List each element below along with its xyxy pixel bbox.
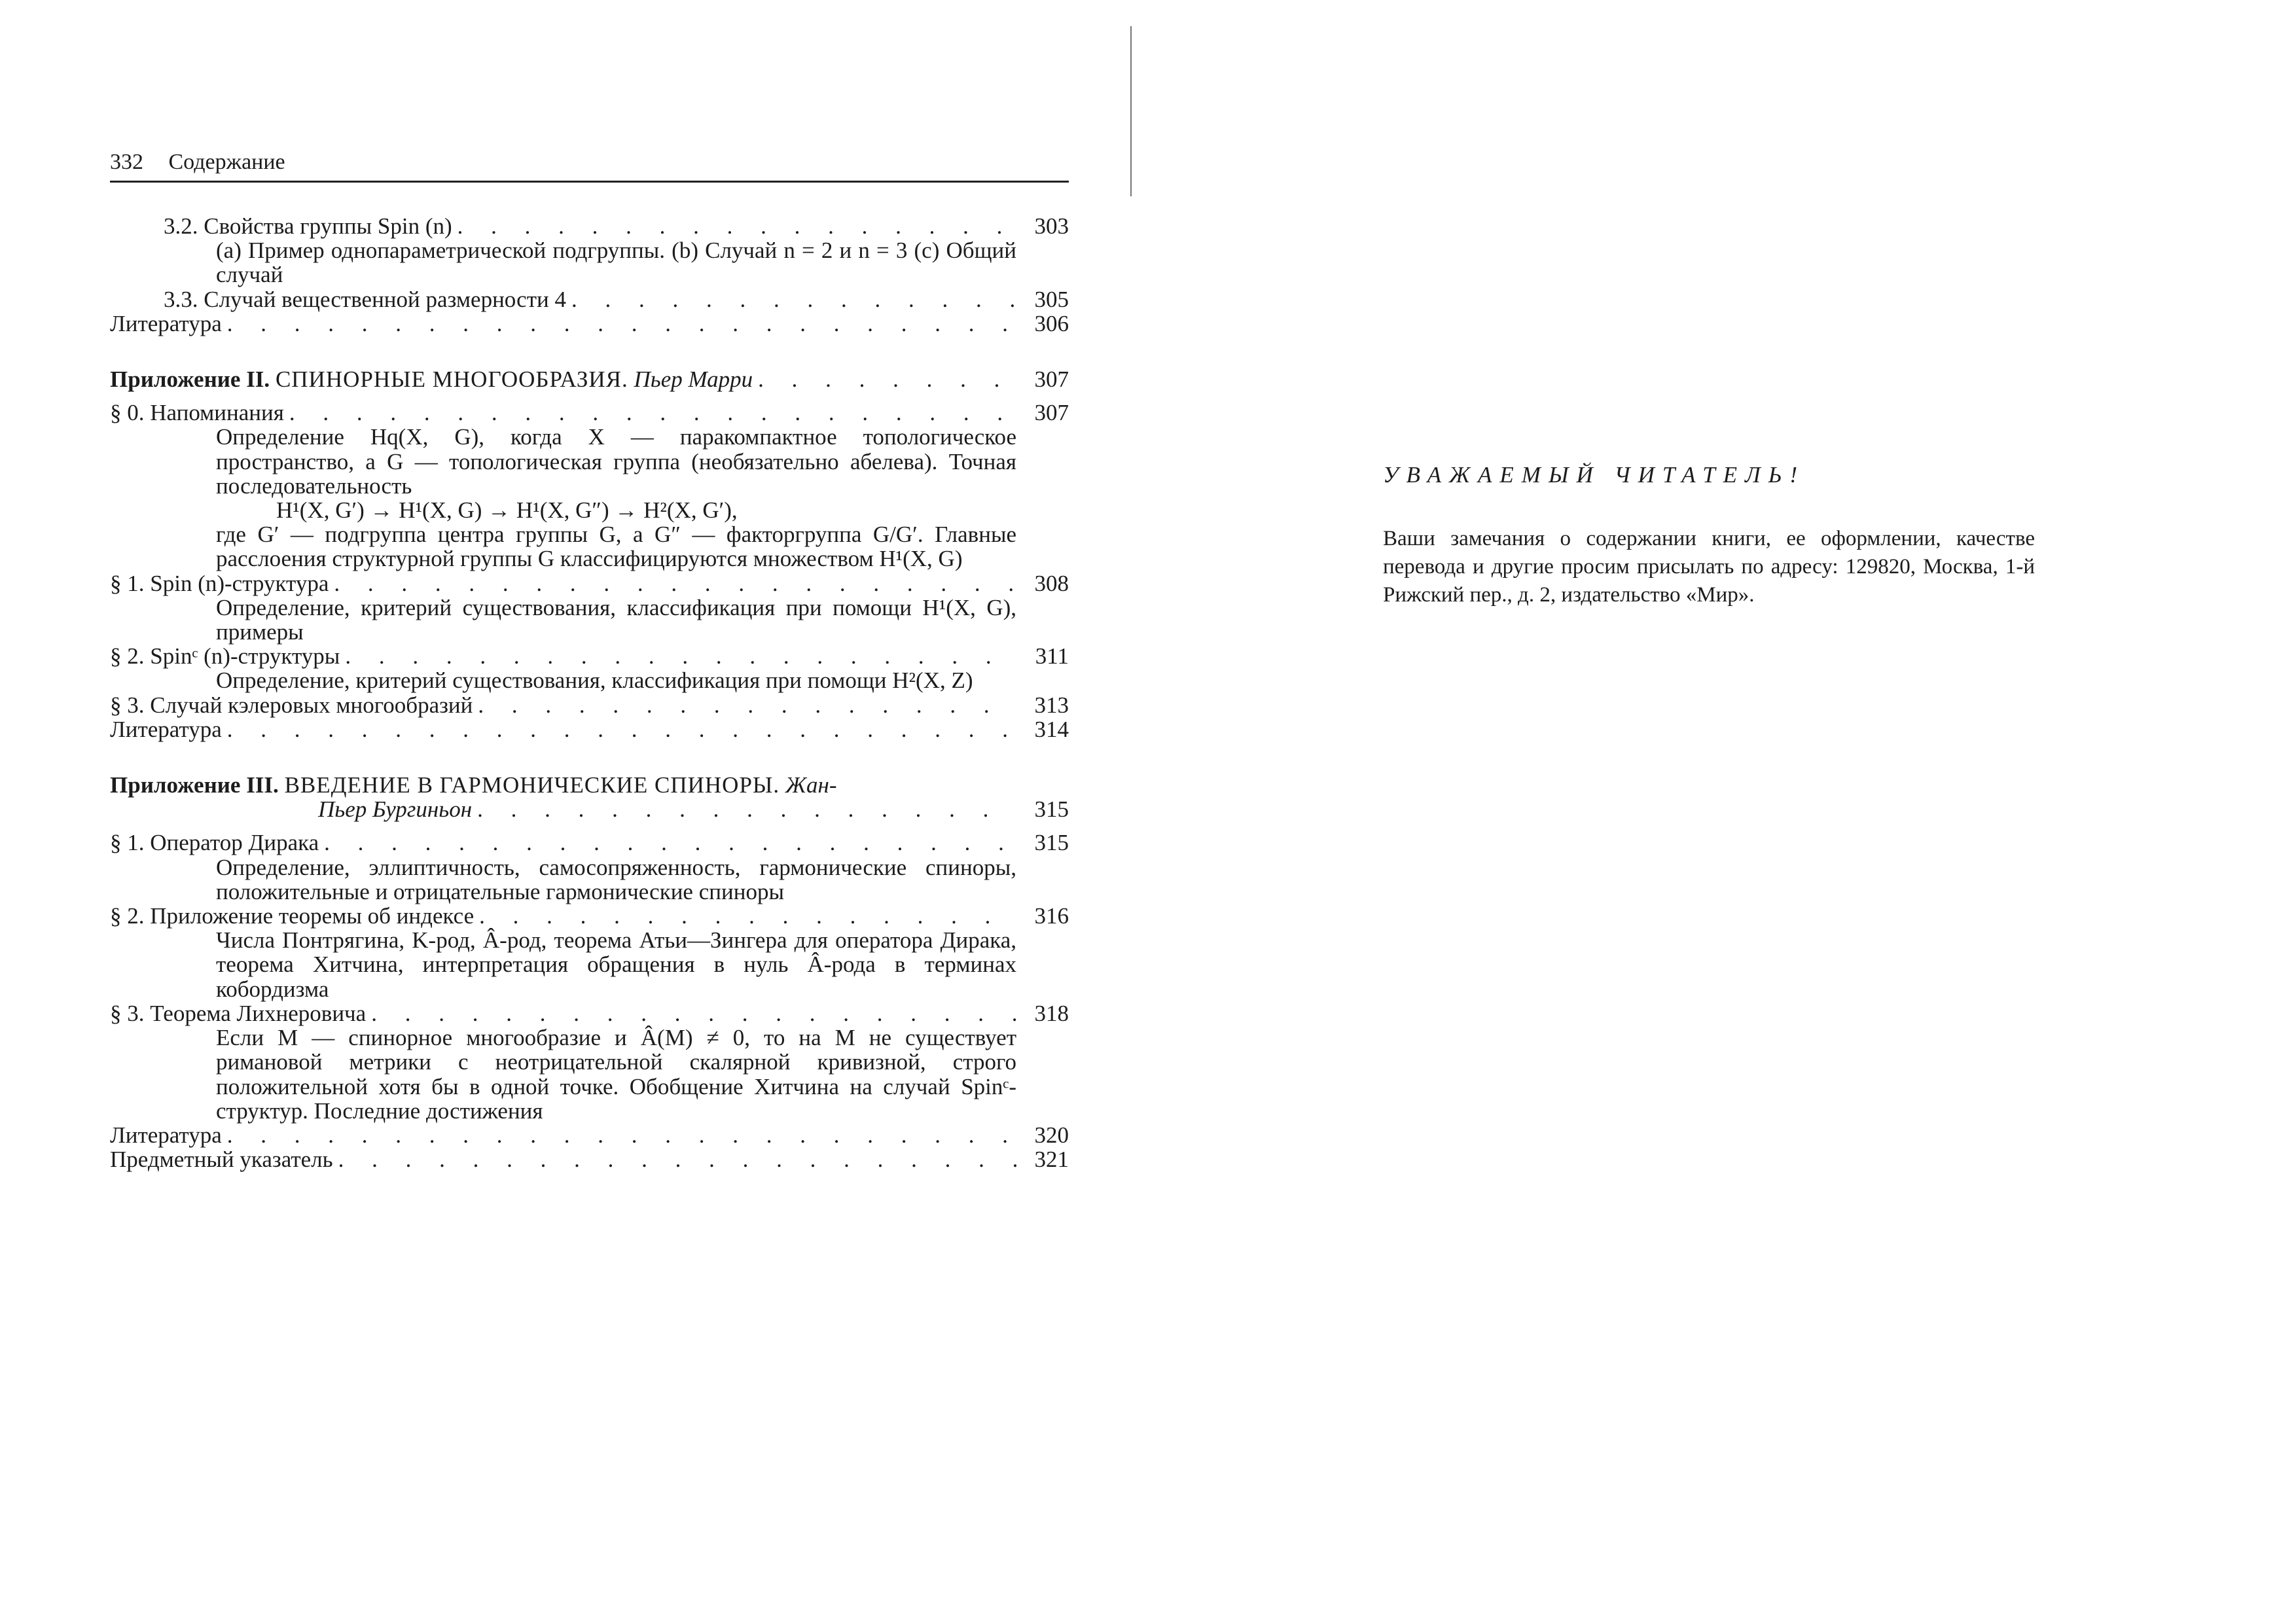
- toc-description: где G′ — подгруппа центра группы G, а G″ — факторгруппа G/G′. Главные расслоения структурной группы G классифицируются множеством H¹(X, G): [216, 522, 1016, 572]
- toc-entry: [110, 1147, 1069, 1171]
- toc-entry-title: § 2. Spinᶜ (n)-структуры: [110, 643, 340, 669]
- toc-entry-page: 321: [1034, 1147, 1069, 1173]
- page-number: 332: [110, 150, 143, 174]
- toc-entry: [110, 693, 1069, 717]
- toc-appendix-3-contents: [110, 830, 1069, 1171]
- appendix-2-author: Пьер Марри: [634, 366, 753, 393]
- toc-entry-page: 315: [1034, 830, 1069, 856]
- toc-entry-page: 314: [1034, 716, 1069, 742]
- toc-appendix-2: [110, 367, 1069, 391]
- toc-entry: [110, 717, 1069, 741]
- toc-formula: H¹(X, G′) → H¹(X, G) → H¹(X, G″) → H²(X, G′),: [276, 497, 738, 524]
- toc-dot-leader: [222, 312, 1016, 336]
- toc-description: Определение, критерий существования, классификация при помощи H¹(X, G), примеры: [216, 594, 1016, 645]
- toc-entry: [110, 1001, 1069, 1026]
- right-page: [1139, 0, 2296, 1623]
- toc-dot-leader: [329, 571, 1016, 596]
- toc-entry: [110, 644, 1069, 668]
- toc-entry: [110, 312, 1069, 336]
- toc-entry-title: § 1. Оператор Дирака: [110, 830, 319, 856]
- gutter-line: [1130, 26, 1132, 196]
- toc-description: Определение, эллиптичность, самосопряженность, гармонические спиноры, положительные и отрицательные гармонические спиноры: [216, 854, 1016, 904]
- toc-dot-leader: [284, 401, 1016, 425]
- toc-description: Если M — спинорное многообразие и Â(M) ≠ 0, то на M не существует римановой метрики с неотрицательной скалярной кривизной, строго положительной хотя бы в одной точке. Обобщение Хитчина на случай Spinᶜ-структур. Последние достижения: [216, 1025, 1016, 1124]
- appendix-2-page: 307: [1034, 366, 1069, 393]
- appendix-2-label: Приложение II.: [110, 366, 270, 393]
- running-head: [110, 149, 1069, 183]
- appendix-3-author-first: Жан-: [785, 772, 837, 798]
- toc-entry-page: 308: [1034, 570, 1069, 596]
- appendix-3-label: Приложение III.: [110, 772, 279, 798]
- toc-dot-leader: [222, 1123, 1016, 1147]
- appendix-3-page: 315: [1034, 796, 1069, 823]
- toc-dot-leader: [566, 287, 1016, 312]
- toc-section-continued: [110, 214, 1069, 336]
- appendix-2-title: СПИНОРНЫЕ МНОГООБРАЗИЯ.: [275, 366, 628, 393]
- toc-description: Определение, критерий существования, классификация при помощи H²(X, Z): [216, 668, 973, 694]
- toc-appendix-2-contents: [110, 401, 1069, 741]
- toc-dot-leader: [222, 717, 1016, 741]
- toc-entry-page: 320: [1034, 1122, 1069, 1148]
- toc-description: Определение Hq(X, G), когда X — паракомпактное топологическое пространство, а G — топологическая группа (необязательно абелева). Точная последовательность: [216, 424, 1016, 499]
- running-head-title: Содержание: [168, 150, 285, 174]
- appendix-3-author-rest: Пьер Бургиньон: [318, 796, 473, 823]
- toc-entry-page: 313: [1034, 692, 1069, 718]
- toc-entry-title: § 2. Приложение теоремы об индексе: [110, 903, 475, 929]
- reader-heading: УВАЖАЕМЫЙ ЧИТАТЕЛЬ!: [1383, 462, 1806, 488]
- toc-entry-title: § 3. Случай кэлеровых многообразий: [110, 692, 473, 718]
- toc-entry-title: § 3. Теорема Лихнеровича: [110, 1000, 367, 1026]
- toc-entry: [110, 214, 1069, 238]
- toc-dot-leader: [452, 214, 1016, 238]
- toc-entry: [110, 1123, 1069, 1147]
- reader-notice-text: Ваши замечания о содержании книги, ее оформлении, качестве перевода и другие просим присылать по адресу: 129820, Москва, 1-й Рижский пер., д. 2, издательство «Мир».: [1383, 527, 2035, 607]
- toc-dot-leader: [474, 904, 1016, 928]
- toc-entry: [110, 287, 1069, 312]
- toc-entry-page: 316: [1034, 903, 1069, 929]
- toc-entry-page: 303: [1034, 213, 1069, 239]
- toc-entry-page: 306: [1034, 310, 1069, 336]
- toc-entry-title: § 0. Напоминания: [110, 400, 284, 426]
- toc-entry: [110, 571, 1069, 596]
- toc-dot-leader: [473, 693, 1016, 717]
- table-of-contents: [110, 214, 1069, 1171]
- left-page: [0, 0, 1139, 1623]
- toc-entry-title: 3.2. Свойства группы Spin (n): [164, 213, 452, 239]
- toc-entry: [110, 401, 1069, 425]
- toc-description: (а) Пример однопараметрической подгруппы. (b) Случай n = 2 и n = 3 (с) Общий случай: [216, 238, 1016, 288]
- toc-entry-page: 307: [1034, 400, 1069, 426]
- toc-dot-leader: [333, 1147, 1016, 1171]
- appendix-3-title: ВВЕДЕНИЕ В ГАРМОНИЧЕСКИЕ СПИНОРЫ.: [284, 772, 780, 798]
- toc-entry: [110, 904, 1069, 928]
- toc-entry-page: 318: [1034, 1000, 1069, 1026]
- toc-entry-title: Литература: [110, 1122, 222, 1148]
- toc-entry-page: 311: [1035, 643, 1069, 669]
- toc-dot-leader: [340, 644, 1016, 668]
- toc-dot-leader: [319, 830, 1016, 855]
- toc-entry-title: Предметный указатель: [110, 1147, 333, 1173]
- toc-appendix-3: [110, 773, 1069, 821]
- toc-dot-leader: [366, 1001, 1016, 1026]
- toc-entry-title: Литература: [110, 310, 222, 336]
- toc-entry-page: 305: [1034, 286, 1069, 312]
- toc-entry-title: Литература: [110, 716, 222, 742]
- toc-description: Числа Понтрягина, K-род, Â-род, теорема Атьи—Зингера для оператора Дирака, теорема Хитчина, интерпретация обращения в нуль Â-рода в терминах кобордизма: [216, 927, 1016, 1002]
- toc-entry: [110, 830, 1069, 855]
- toc-entry-title: 3.3. Случай вещественной размерности 4: [164, 286, 566, 312]
- toc-entry-title: § 1. Spin (n)-структура: [110, 570, 329, 596]
